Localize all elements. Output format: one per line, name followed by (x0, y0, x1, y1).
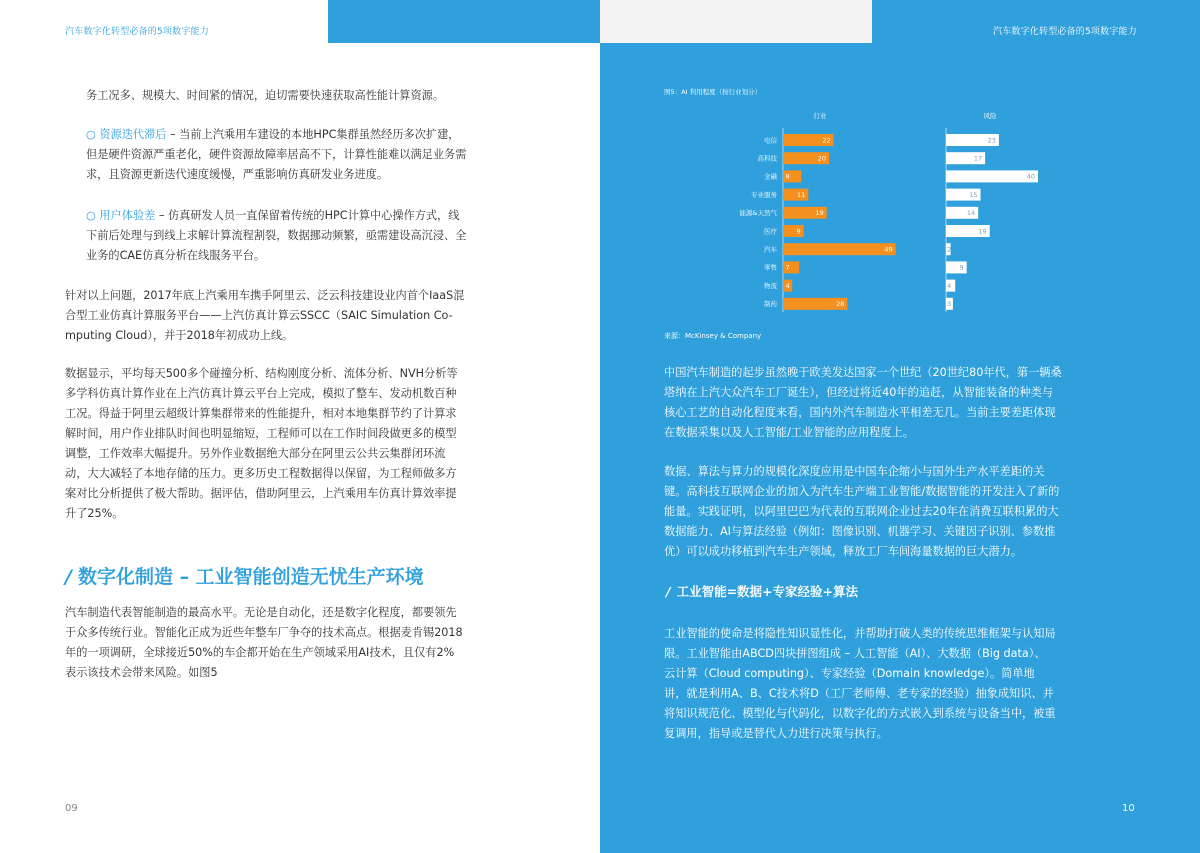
category-label: 医疗 (764, 227, 777, 236)
section-title: / 数字化制造 – 工业智能创造无忧生产环境 (65, 566, 424, 588)
bullet-text: – 仿真研发人员一直保留着传统的HPC计算中心操作方式，线 (155, 209, 460, 222)
category-label: 电信 (764, 136, 777, 145)
bullet-lead: ○ 资源迭代滞后 (86, 128, 167, 141)
bar-value-label: 3 (947, 300, 952, 309)
bar-value-label: 40 (1026, 172, 1035, 181)
bar-value-label: 2 (947, 245, 952, 254)
category-label: 金融 (764, 172, 777, 181)
header-title-right: 汽车数字化转型必备的5项数字能力 (993, 27, 1137, 37)
bar-value-label: 14 (966, 209, 976, 218)
category-label: 专业服务 (751, 190, 777, 199)
bar-industry (783, 243, 896, 255)
category-label: 制药 (764, 300, 777, 309)
slash-icon: / (65, 566, 72, 588)
bar-value-label: 17 (973, 154, 983, 163)
bar-value-label: 15 (969, 190, 978, 199)
category-label: 物流 (764, 281, 777, 290)
bar-value-label: 8 (785, 172, 790, 181)
chart-bars (739, 128, 1038, 312)
header-title-left: 汽车数字化转型必备的5项数字能力 (65, 27, 209, 37)
intro-line: 务工况多、规模大、时间紧的情况，迫切需要快速获取高性能计算资源。 (86, 89, 445, 102)
bullet-lead: ○ 用户体验差 (86, 209, 156, 222)
header-band-right (600, 0, 872, 43)
bullet-text: 下前后处理与到线上求解计算流程割裂，数据挪动频繁，亟需建设高沉浸、全 (86, 229, 467, 242)
bar-value-label: 49 (884, 245, 893, 254)
bar-value-label: 9 (959, 263, 964, 272)
bar-value-label: 9 (796, 227, 801, 236)
bar-value-label: 20 (817, 154, 826, 163)
bar-value-label: 19 (815, 209, 824, 218)
page-number-right: 10 (1122, 803, 1135, 814)
slash-icon: / (666, 584, 671, 599)
bar-value-label: 4 (947, 281, 952, 290)
bar-value-label: 28 (836, 300, 845, 309)
bar-value-label: 4 (785, 281, 790, 290)
chart-source: 来源：McKinsey & Company (664, 332, 762, 340)
bar-value-label: 22 (822, 136, 831, 145)
header-band-left (328, 0, 600, 43)
bullet-text: 求，且资源更新迭代速度缓慢，严重影响仿真研发业务进度。 (86, 168, 389, 181)
series-label-industry: 行业 (813, 112, 827, 120)
ai-usage-chart (660, 84, 1060, 344)
bar-value-label: 19 (978, 227, 987, 236)
series-label-risk: 风险 (983, 112, 997, 120)
bar-risk (946, 170, 1038, 182)
bullet-text: 但是硬件资源严重老化，硬件资源故障率居高不下，计算性能难以满足业务需 (86, 148, 467, 161)
category-label: 汽车 (764, 245, 777, 254)
bullet-text: – 当前上汽乘用车建设的本地HPC集群虽然经历多次扩建， (166, 128, 460, 141)
left-page: 汽车数字化转型必备的5项数字能力 务工况多、规模大、时间紧的情况，迫切需要快速获取高性能计算资源。 ○ 资源迭代滞后 – 当前上汽乘用车建设的本地HPC集群虽然经历多次扩建， 但是硬件资源严重老化，硬件资源故障率居高不下，计算性能难以满足业务需 求，且资源更新迭代速度缓慢，严重影响仿真研发业务进度。 ○ 用户体验差 – 仿真研发人员一直保留着传统的HPC计算中心操作方式，线 下前后处理与到线上求解计算流程割裂，数据挪动频繁，亟需建设高沉浸、全 业务的CAE仿真分析在线服务平台。 针对以上问题，2017年底上汽乘用车携手阿里云、泛云科技建设业内首个IaaS混 合型工业仿真计算服务平台——上汽仿真计算云SSCC（SAIC Simulation Co- mputing Cloud），并于2018年初成功上线。 数据显示，平均每天500多个碰撞分析、结构刚度分析、流体分析、NVH分析等 多学科仿真计算作业在上汽仿真计算云平台上完成，模拟了整车、发动机数百种 工况。得益于阿里云超级计算集群带来的性能提升，相对本地集群节约了计算求 解时间，用户作业排队时间也明显缩短，工程师可以在工作时间段做更多的模型 调整，工作效率大幅提升。另外作业数据绝大部分在阿里云公共云集群闭环流 动，大大减轻了本地存储的压力。更多历史工程数据得以保留，为工程师做多方 案对比分析提供了极大帮助。据评估，借助阿里云，上汽乘用车仿真计算效率提 升了25%。 / 数字化制造 – 工业智能创造无忧生产环境 汽车制造代表智能制造的最高水平。无论是自动化，还是数字化程度，都要领先 于众多传统行业。智能化正成为近些年整车厂争夺的技术高点。根据麦肯锡2018 年的一项调研，全球接近50%的车企都开始在生产领域采用AI技术，且仅有2% 表示该技术会带来风险。如图5 09 (0, 0, 600, 853)
category-label: 高科技 (757, 154, 777, 163)
bar-value-label: 7 (785, 263, 790, 272)
bullet-text: 业务的CAE仿真分析在线服务平台。 (86, 249, 266, 262)
subsection-title: / 工业智能=数据+专家经验+算法 (666, 584, 858, 599)
chart-title: 图5：AI 利用程度（按行业划分） (664, 88, 762, 96)
bar-value-label: 11 (797, 190, 806, 199)
category-label: 零售 (764, 263, 777, 272)
category-label: 能源&天然气 (739, 209, 777, 218)
page-number-left: 09 (65, 803, 78, 814)
bar-value-label: 23 (987, 136, 996, 145)
